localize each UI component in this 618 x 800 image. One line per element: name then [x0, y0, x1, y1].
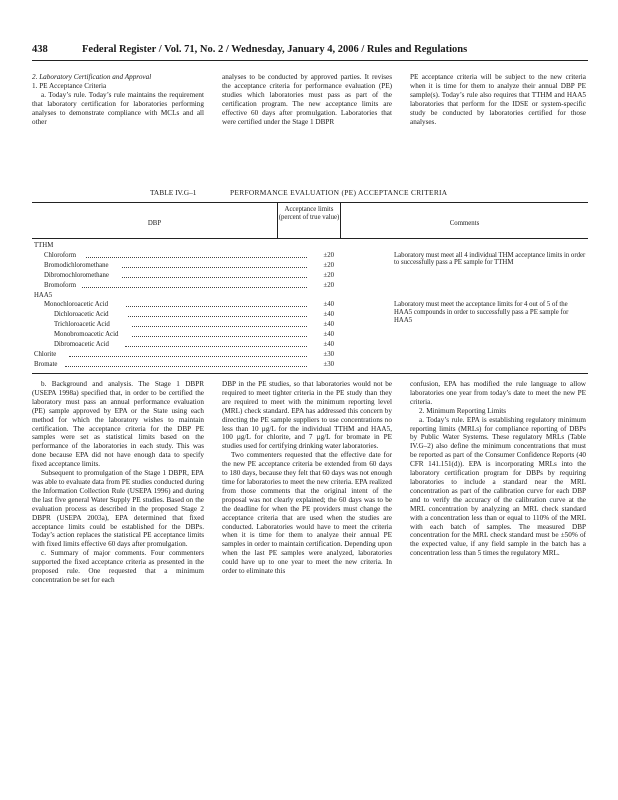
dbp-name: Chlorite: [34, 350, 57, 358]
dbp-name: Bromodichloromethane: [44, 261, 109, 269]
row-comment: Laboratory must meet all 4 individual THM acceptance limits in order to successfully pass a PE sample for TTHM: [394, 251, 586, 267]
page-number: 438: [32, 44, 48, 55]
table-row: [32, 321, 588, 330]
running-head: Federal Register / Vol. 71, No. 2 / Wednesday, January 4, 2006 / Rules and Regulations: [82, 44, 468, 55]
dot-leader: [126, 306, 307, 307]
dbp-name: Dichloroacetic Acid: [54, 311, 109, 319]
dbp-name: Trichloroacetic Acid: [54, 321, 110, 329]
dbp-name: Dibromoacetic Acid: [54, 341, 109, 348]
acceptance-limit: ±40: [323, 321, 334, 329]
bottom-column-3: [410, 380, 586, 558]
table-number: TABLE IV.G–1: [150, 188, 197, 197]
paragraph: Subsequent to promulgation of the Stage 1 DBPR, EPA was able to evaluate data from PE studies conducted during the Information Collection Rule (USEPA 1996) and during the last five general Water Supply PE studies. Based on the evaluation process as described in the proposed Stage 2 DBPR (USEPA 2003a), EPA determined that fixed acceptance limits could be established for the DBPs. Today’s action replaces the statistical PE acceptance limits with fixed limits effective 60 days after promulgation.: [32, 469, 204, 549]
dbp-name: Chloroform: [44, 251, 77, 259]
dot-leader: [132, 336, 307, 337]
top-column-1: [32, 73, 204, 126]
dot-leader: [65, 366, 307, 367]
column-header-dbp: DBP: [147, 220, 162, 227]
column-header-limits: Acceptance limits (percent of true value): [278, 206, 340, 221]
table-row: [32, 282, 588, 291]
table-bottom-rule: [32, 373, 588, 374]
table-row: [32, 331, 588, 340]
table-row: [32, 242, 588, 251]
table-name: PERFORMANCE EVALUATION (PE) ACCEPTANCE CRITERIA: [230, 188, 448, 197]
acceptance-limit: ±30: [323, 360, 334, 368]
table-row: [32, 351, 588, 360]
dot-leader: [132, 326, 307, 327]
section-heading: 2. Laboratory Certification and Approval: [32, 73, 152, 81]
acceptance-limit: ±20: [323, 261, 334, 269]
page-header: [32, 44, 588, 58]
paragraph: confusion, EPA has modified the rule language to allow laboratories one year from today’s date to meet the new PE criteria.: [410, 380, 586, 406]
dot-leader: [122, 277, 307, 278]
dot-leader: [128, 316, 307, 317]
table-row: [32, 272, 588, 281]
bottom-column-1: [32, 380, 204, 585]
table-row: [32, 311, 588, 320]
header-rule: [32, 60, 588, 61]
bottom-column-2: [222, 380, 392, 576]
paragraph: Two commenters requested that the effective date for the new PE acceptance criteria be extended from 60 days to 180 days, because they felt that 60 days was not enough time for laboratories to meet the new criteria. EPA realized from those comments that the original intent of the proposal was not clearly explained; the 60 days was to be the deadline for when the PE providers must change the acceptance criteria that are used when the studies are conducted. Laboratories would have to meet the criteria when it is time for them to analyze their annual PE samples in order to maintain certification. Depending upon when the last PE samples were analyzed, laboratories could have up to one year to meet the new criteria. In order to eliminate this: [222, 451, 392, 576]
dot-leader: [122, 267, 307, 268]
dbp-name: Bromate: [34, 360, 58, 368]
paragraph: PE acceptance criteria will be subject to the new criteria when it is time for them to analyze their annual DBP PE sample(s). Today’s rule also requires that TTHM and HAA5 laboratories that perform for the IDSE or system-specific study be conducted by laboratories certified for those analyses.: [410, 73, 586, 126]
dbp-name: Monochloroacetic Acid: [44, 301, 108, 309]
acceptance-limit: ±20: [323, 251, 334, 259]
paragraph: DBP in the PE studies, so that laboratories would not be required to meet tighter criteria in the PE study than they are required to meet with the minimum reporting level (MRL) check standard. EPA has addressed this concern by directing the PE sample suppliers to use concentrations no less than 10 µg/L for the individual TTHM and HAA5, 100 µg/L for chlorite, and 7 µg/L for bromate in PE studies used for certifying drinking water laboratories.: [222, 380, 392, 451]
acceptance-limit: ±40: [323, 301, 334, 309]
paragraph: analyses to be conducted by approved parties. It revises the acceptance criteria for performance evaluation (PE) studies which laboratories must pass as part of the certification program. The new acceptance limits are effective 60 days after promulgation. Laboratories that were certified under the Stage 1 DBPR: [222, 73, 392, 126]
dbp-name: HAA5: [34, 291, 53, 299]
top-column-3: [410, 73, 586, 126]
dbp-name: Dibromochloromethane: [44, 271, 109, 279]
paragraph: 2. Minimum Reporting Limits: [419, 406, 507, 415]
acceptance-limit: ±40: [323, 341, 334, 348]
paragraph: c. Summary of major comments. Four commenters supported the fixed acceptance criteria as presented in the proposed rule. One requested that a minimum concentration be set for each: [32, 549, 204, 584]
table-row: [32, 341, 588, 350]
dot-leader: [82, 287, 307, 288]
table-row: [32, 361, 588, 370]
column-header-comments: Comments: [449, 220, 480, 227]
paragraph: a. Today’s rule. EPA is establishing regulatory minimum reporting limits (MRLs) for compliance reporting of DBPs by Public Water Systems. These regulatory MRLs (Table IV.G–2) also define the minimum concentrations that must be reported as part of the Consumer Confidence Reports (40 CFR 141.151(d)). EPA is incorporating MRLs into the laboratory certification program for DBPs by requiring laboratories to include a standard near the MRL concentration as part of the calibration curve for each DBP and to verify the accuracy of the calibration curve at the MRL concentration by analyzing an MRL check standard with a concentration less than or equal to 110% of the MRL with each batch of samples. The measured DBP concentration for the MRL check standard must be ±50% of the expected value, if any field sample in the batch has a concentration less than 5 times the regulatory MRL.: [410, 415, 586, 558]
table-row: [32, 292, 588, 301]
table-row: [32, 262, 588, 271]
dot-leader: [86, 257, 307, 258]
table-top-rule: [32, 202, 588, 203]
acceptance-limit: ±20: [323, 281, 334, 289]
row-comment: Laboratory must meet the acceptance limits for 4 out of 5 of the HAA5 compounds in order to successfully pass a PE sample for HAA5: [394, 301, 569, 324]
dbp-name: Monobromoacetic Acid: [54, 331, 119, 339]
table-header-rule: [32, 238, 588, 239]
acceptance-limit: ±40: [323, 331, 334, 339]
dot-leader: [125, 346, 307, 347]
acceptance-limit: ±20: [323, 271, 334, 279]
acceptance-limit: ±40: [323, 311, 334, 319]
paragraph: b. Background and analysis. The Stage 1 DBPR (USEPA 1998a) specified that, in order to be certified the laboratory must pass an annual performance evaluation (PE) sample approved by EPA or the State using each method for which the laboratory wishes to maintain certification. The acceptance criteria for the DBP PE samples were set as statistical limits based on the performance of the laboratories in each study. This was done because EPA did not have enough data to specify fixed acceptance limits.: [32, 380, 204, 469]
dbp-name: Bromoform: [44, 281, 77, 289]
top-column-2: [222, 73, 392, 126]
acceptance-limit: ±30: [323, 350, 334, 358]
dot-leader: [69, 356, 307, 357]
paragraph: a. Today’s rule. Today’s rule maintains the requirement that laboratory certification for laboratories performing analyses to demonstrate compliance with MCLs and all other: [32, 90, 204, 126]
subsection-heading: 1. PE Acceptance Criteria: [32, 81, 107, 90]
dbp-name: TTHM: [34, 242, 54, 249]
